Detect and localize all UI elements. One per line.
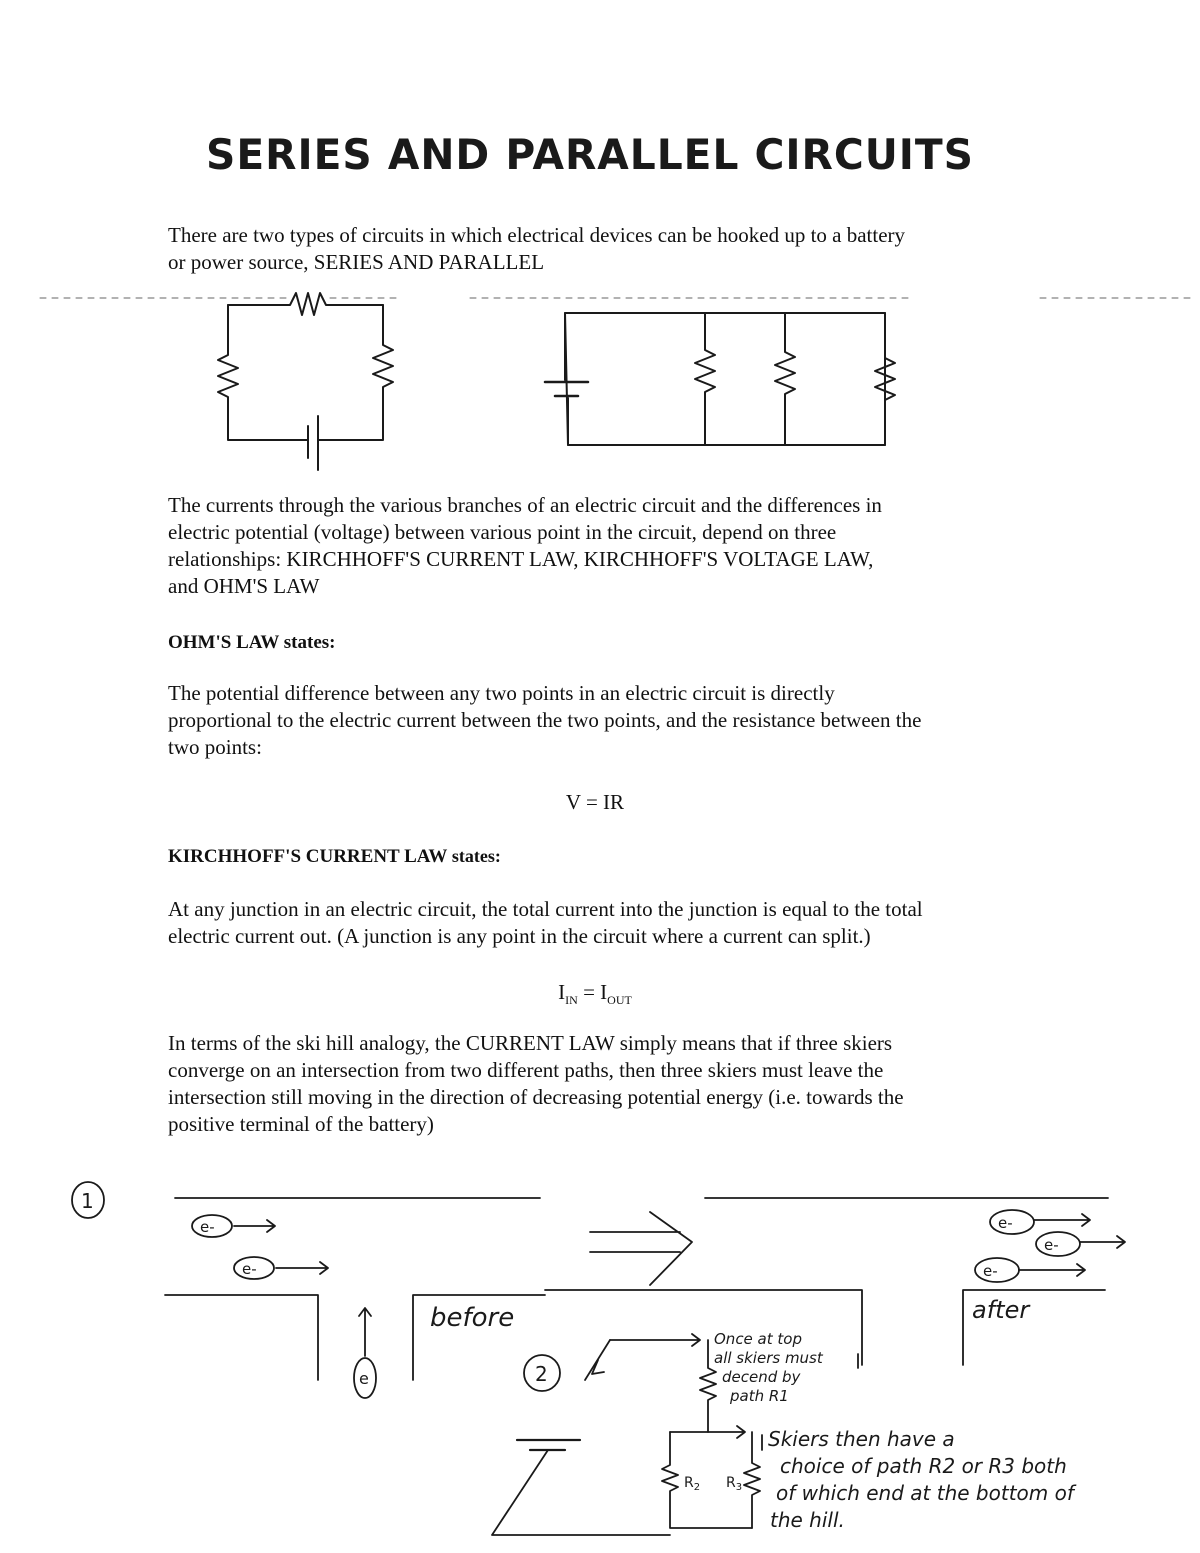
r3-letter: R xyxy=(726,1475,736,1491)
r3-sub: 3 xyxy=(735,1482,743,1493)
eq-i-in: I xyxy=(558,980,566,1004)
circuit-top-wire xyxy=(610,1334,700,1346)
note-top-line: all skiers must xyxy=(714,1349,823,1367)
ohm-heading: OHM'S LAW states: xyxy=(168,632,336,653)
battery-ski xyxy=(517,1440,580,1450)
ohm-line: The potential difference between any two points in an electric circuit is directly xyxy=(168,681,835,705)
resistor-r2-label xyxy=(684,1475,700,1493)
eq-in-sub: IN xyxy=(565,993,578,1008)
kirchhoff-line: At any junction in an electric circuit, the total current into the junction is equal to the total xyxy=(168,897,923,921)
resistor-r3 xyxy=(744,1432,760,1528)
note-top-line: path R1 xyxy=(730,1387,789,1405)
note-choice-line: choice of path R2 or R3 both xyxy=(780,1454,1067,1478)
arrow-right-icon xyxy=(1019,1264,1085,1276)
electron-label: e- xyxy=(1044,1236,1059,1254)
arrow-right-icon xyxy=(1080,1236,1125,1248)
relationships-line: and OHM'S LAW xyxy=(168,574,320,598)
after-label: after xyxy=(972,1296,1030,1324)
electron-label: e xyxy=(359,1369,369,1388)
note-choice-line: of which end at the bottom of xyxy=(776,1481,1074,1505)
ski-line: intersection still moving in the direction of decreasing potential energy (i.e. towards the xyxy=(168,1085,904,1109)
kirchhoff-heading-bold: KIRCHHOFF'S CURRENT LAW xyxy=(168,846,448,867)
arrow-right-icon xyxy=(1034,1214,1090,1226)
relationships-line: electric potential (voltage) between various point in the circuit, depend on three xyxy=(168,520,837,544)
arrow-up-icon xyxy=(359,1308,371,1356)
relationships-line: The currents through the various branches of an electric circuit and the differences in xyxy=(168,493,882,517)
marker-1-label: 1 xyxy=(81,1189,94,1213)
note-choice-line: Skiers then have a xyxy=(768,1427,955,1451)
resistor-r3-label xyxy=(726,1475,742,1493)
eq-i-out: I xyxy=(600,980,608,1004)
path-left-before xyxy=(165,1295,318,1380)
electron-label: e- xyxy=(200,1218,215,1236)
marker-2-label: 2 xyxy=(535,1362,548,1386)
note-top-line: Once at top xyxy=(714,1330,802,1348)
kirchhoff-line: electric current out. (A junction is any point in the circuit where a current can split.) xyxy=(168,924,871,948)
intro-line: There are two types of circuits in which electrical devices can be hooked up to a battery xyxy=(168,223,906,247)
before-label: before xyxy=(430,1303,515,1333)
intro-line: or power source, SERIES AND PARALLEL xyxy=(168,250,545,274)
page-title: SERIES AND PARALLEL CIRCUITS xyxy=(206,130,974,179)
arrow-right-icon xyxy=(276,1262,328,1274)
resistor-r2 xyxy=(662,1432,752,1528)
note-choice-line: the hill. xyxy=(770,1508,845,1532)
ohm-equation: V = IR xyxy=(565,790,625,814)
electron-label: e- xyxy=(983,1262,998,1280)
ohm-line: proportional to the electric current between the two points, and the resistance between the xyxy=(168,708,922,732)
ski-line: converge on an intersection from two different paths, then three skiers must leave the xyxy=(168,1058,884,1082)
eq-out-sub: OUT xyxy=(607,993,632,1008)
ski-line: positive terminal of the battery) xyxy=(168,1112,434,1136)
arrow-right-icon xyxy=(234,1220,275,1232)
eq-equals: = xyxy=(577,980,601,1004)
ohm-line: two points: xyxy=(168,735,262,759)
electron-label: e- xyxy=(998,1214,1013,1232)
r2-sub: 2 xyxy=(693,1482,701,1493)
ski-line: In terms of the ski hill analogy, the CURRENT LAW simply means that if three skiers xyxy=(168,1031,893,1055)
kirchhoff-heading-rest: states: xyxy=(447,846,501,866)
r2-letter: R xyxy=(684,1475,694,1491)
note-top-line: decend by xyxy=(722,1368,801,1386)
circuit-slope-lower xyxy=(492,1450,670,1535)
electron-label: e- xyxy=(242,1260,257,1278)
double-arrow-icon xyxy=(590,1212,692,1285)
relationships-line: relationships: KIRCHHOFF'S CURRENT LAW, KIRCHHOFF'S VOLTAGE LAW, xyxy=(168,547,874,571)
